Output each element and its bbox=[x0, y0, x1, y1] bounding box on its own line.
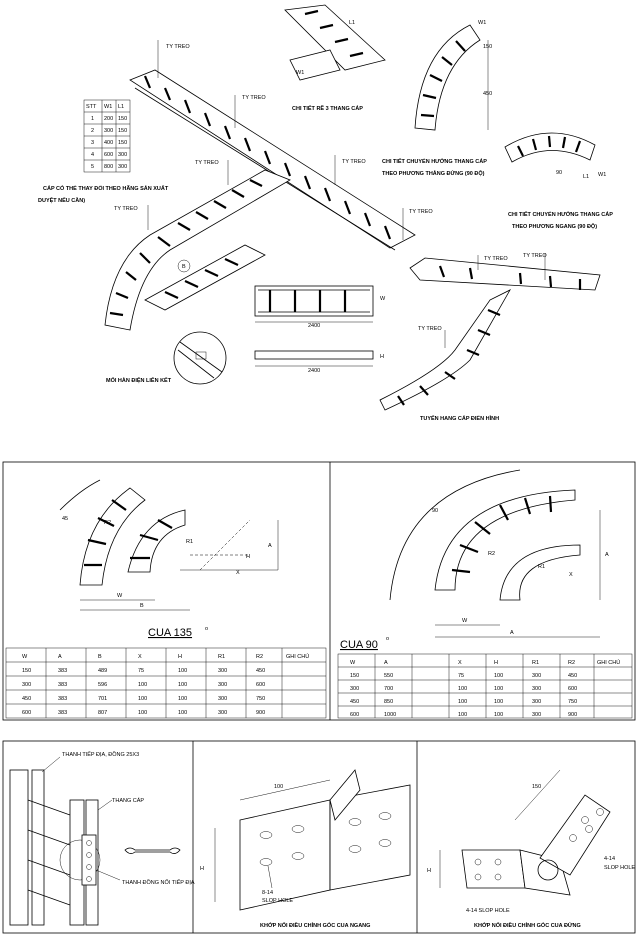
earthing-detail bbox=[10, 751, 195, 925]
cua90-r1-c6: 600 bbox=[568, 686, 578, 692]
straight-section bbox=[255, 286, 386, 329]
cua90-angle: 90 bbox=[432, 508, 439, 514]
slot-hole-right-b: SLOP HOLE bbox=[604, 865, 636, 871]
cua90-head-7: GHI CHÚ bbox=[597, 660, 621, 666]
stt-r0-c1: 200 bbox=[104, 116, 114, 122]
dim-l1-h: L1 bbox=[583, 174, 590, 180]
cua90-a: A bbox=[510, 630, 514, 636]
horizontal-bend-detail bbox=[505, 133, 606, 180]
dim-150: 150 bbox=[483, 44, 493, 50]
stt-r1-c0: 2 bbox=[91, 128, 95, 134]
hanger-label-3: TY TREO bbox=[195, 160, 219, 166]
cua90-table bbox=[338, 654, 632, 718]
cua135-head-7: GHI CHÚ bbox=[286, 654, 310, 660]
cua135-r3-c4: 100 bbox=[178, 710, 188, 716]
hanger-label-2: TY TREO bbox=[242, 95, 266, 101]
cua90-r1-c1: 700 bbox=[384, 686, 394, 692]
cua135-head-1: A bbox=[58, 654, 62, 660]
cua90-r2: R2 bbox=[488, 551, 496, 557]
cable-ladder-label: THANG CÁP bbox=[112, 798, 145, 804]
cua135-title-mark: o bbox=[205, 626, 209, 632]
cua135-x: X bbox=[236, 570, 240, 576]
cua135-r2-c2: 701 bbox=[98, 696, 108, 702]
stt-r3-c2: 300 bbox=[118, 152, 128, 158]
cua135-head-3: X bbox=[138, 654, 142, 660]
tee-detail-title: CHI TIẾT RẼ 3 THANG CÁP bbox=[292, 106, 363, 112]
cua90-r1-c4: 100 bbox=[494, 686, 504, 692]
vertical-bend-sub: THEO PHƯƠNG THẲNG ĐỨNG (90 ĐỘ) bbox=[382, 171, 485, 177]
stt-r1-c1: 300 bbox=[104, 128, 114, 134]
cua90-r0-c5: 300 bbox=[532, 673, 542, 679]
cua135-drawing bbox=[60, 480, 278, 610]
cua135-r0-c4: 100 bbox=[178, 668, 188, 674]
cua135-cells bbox=[22, 653, 309, 716]
cua90-x: X bbox=[569, 572, 573, 578]
cua135-angle: 45 bbox=[62, 516, 69, 522]
cua135-r1-c2: 596 bbox=[98, 682, 108, 688]
joint-150-dim: 150 bbox=[532, 784, 542, 790]
hanger-label-4: TY TREO bbox=[342, 159, 366, 165]
horizontal-bend-sub: THEO PHƯƠNG NGANG (90 ĐỘ) bbox=[512, 224, 598, 230]
stt-r2-c2: 150 bbox=[118, 140, 128, 146]
dim-w1-v: W1 bbox=[478, 20, 487, 26]
hanger-label-6: TY TREO bbox=[409, 209, 433, 215]
cua135-title: CUA 135 bbox=[148, 627, 193, 639]
note-line-2: DUYỆT NẾU CẦN) bbox=[38, 198, 86, 204]
stt-r3-c0: 4 bbox=[91, 152, 95, 158]
cua90-r3-c0: 600 bbox=[350, 712, 360, 718]
cua90-w: W bbox=[462, 618, 468, 624]
cua90-head-1: A bbox=[384, 660, 388, 666]
cua90-title-mark: o bbox=[386, 636, 390, 642]
cua135-r2-c0: 450 bbox=[22, 696, 32, 702]
cua135-r2-c3: 100 bbox=[138, 696, 148, 702]
cua90-title: CUA 90 bbox=[340, 639, 378, 651]
cua90-head-4: H bbox=[494, 660, 498, 666]
dim-w-a: W bbox=[380, 296, 386, 302]
cua90-head-0: W bbox=[350, 660, 356, 666]
cua135-head-4: H bbox=[178, 654, 182, 660]
vertical-joint bbox=[427, 770, 635, 929]
cua135-r2-c1: 383 bbox=[58, 696, 68, 702]
cua90-r1: R1 bbox=[538, 564, 546, 570]
cua135-r3-c1: 383 bbox=[58, 710, 68, 716]
cua90-r2-c1: 850 bbox=[384, 699, 394, 705]
stt-r4-c1: 800 bbox=[104, 164, 114, 170]
cua90-r1-c5: 300 bbox=[532, 686, 542, 692]
cua135-h: H bbox=[246, 554, 250, 560]
slot-hole-count: 8-14 bbox=[262, 890, 274, 896]
cua135-r3-c0: 600 bbox=[22, 710, 32, 716]
vertical-bend-title: CHI TIẾT CHUYỂN HƯỚNG THANG CÁP bbox=[382, 159, 487, 165]
slot-hole-right-a: 4-14 bbox=[604, 856, 616, 862]
earth-link-label: THANH ĐỒNG NỐI TIẾP ĐỊA bbox=[122, 880, 195, 886]
cua90-r3-c6: 900 bbox=[568, 712, 578, 718]
cua135-r2: R2 bbox=[104, 520, 112, 526]
typical-route-label: TUYẾN HANG CÁP ĐIỂN HÌNH bbox=[420, 416, 500, 422]
cua90-r3-c4: 100 bbox=[494, 712, 504, 718]
cua135-r0-c2: 489 bbox=[98, 668, 108, 674]
side-rail-section bbox=[255, 351, 384, 374]
cua135-w: W bbox=[117, 593, 123, 599]
cua135-r0-c3: 75 bbox=[138, 668, 145, 674]
cua135-r3-c6: 900 bbox=[256, 710, 266, 716]
horizontal-bend-title: CHI TIẾT CHUYỂN HƯỚNG THANG CÁP bbox=[508, 212, 613, 218]
cua135-r2-c4: 100 bbox=[178, 696, 188, 702]
dim-2400-b: 2400 bbox=[308, 368, 321, 374]
cua135-r1-c4: 100 bbox=[178, 682, 188, 688]
cua135-r1-c1: 383 bbox=[58, 682, 68, 688]
joint-100-dim: 100 bbox=[274, 784, 284, 790]
cua90-r2-c5: 300 bbox=[532, 699, 542, 705]
stt-head-0: STT bbox=[86, 104, 97, 110]
cua90-r0-c3: 75 bbox=[458, 673, 465, 679]
dim-w1-h: W1 bbox=[598, 172, 607, 178]
cua90-r1-c0: 300 bbox=[350, 686, 360, 692]
cua135-r3-c2: 807 bbox=[98, 710, 108, 716]
stt-head-2: L1 bbox=[118, 104, 125, 110]
dim-l1: L1 bbox=[349, 20, 356, 26]
cua90-head-3: X bbox=[458, 660, 462, 666]
dim-2400-a: 2400 bbox=[308, 323, 321, 329]
cua135-r3-c5: 300 bbox=[218, 710, 228, 716]
cua90-r0-c6: 450 bbox=[568, 673, 578, 679]
cua90-r1-c3: 100 bbox=[458, 686, 468, 692]
horizontal-joint-title: KHỚP NỐI ĐIỀU CHỈNH GÓC CUA NGANG bbox=[260, 923, 371, 929]
stt-r4-c0: 5 bbox=[91, 164, 95, 170]
dim-h-a: H bbox=[380, 354, 384, 360]
cua135-head-5: R1 bbox=[218, 654, 226, 660]
vertical-joint-title: KHỚP NỐI ĐIỀU CHỈNH GÓC CUA ĐỨNG bbox=[474, 923, 581, 929]
vertical-bend-detail bbox=[415, 20, 492, 130]
hanger-label-8: TY TREO bbox=[523, 253, 547, 259]
hanger-label-5: TY TREO bbox=[114, 206, 138, 212]
middle-panel bbox=[3, 462, 635, 720]
cua90-head-6: R2 bbox=[568, 660, 576, 666]
cua90-r3-c3: 100 bbox=[458, 712, 468, 718]
stt-r2-c0: 3 bbox=[91, 140, 95, 146]
cua135-r3-c3: 100 bbox=[138, 710, 148, 716]
stt-r4-c2: 300 bbox=[118, 164, 128, 170]
cua135-r1-c0: 300 bbox=[22, 682, 32, 688]
callout-b-label: B bbox=[182, 264, 186, 270]
cua90-r3-c1: 1000 bbox=[384, 712, 397, 718]
cua90-r0-c0: 150 bbox=[350, 673, 360, 679]
cua90-r2-c3: 100 bbox=[458, 699, 468, 705]
cua90-r0-c1: 550 bbox=[384, 673, 394, 679]
cua135-r0-c0: 150 bbox=[22, 668, 32, 674]
hanger-label-9: TY TREO bbox=[418, 326, 442, 332]
cua135-r2-c6: 750 bbox=[256, 696, 266, 702]
bottom-panel bbox=[3, 741, 635, 933]
hanger-label-1: TY TREO bbox=[166, 44, 190, 50]
dim-90: 90 bbox=[556, 170, 563, 176]
earth-bar-label: THANH TIẾP ĐỊA, ĐỒNG 25X3 bbox=[62, 752, 140, 758]
slop-hole-label: SLOP HOLE bbox=[262, 898, 294, 904]
cua135-b: B bbox=[140, 603, 144, 609]
stt-r0-c0: 1 bbox=[91, 116, 95, 122]
cua135-head-0: W bbox=[22, 654, 28, 660]
stt-head-1: W1 bbox=[104, 104, 113, 110]
cua90-cells bbox=[350, 659, 620, 718]
note-line-1: CÁP CÓ THỂ THAY ĐỔI THEO HÃNG SẢN XUẤT bbox=[43, 186, 169, 192]
weld-detail bbox=[106, 332, 226, 384]
cua135-r1-c5: 300 bbox=[218, 682, 228, 688]
cua135-r0-c1: 383 bbox=[58, 668, 68, 674]
cua135-r0-c6: 450 bbox=[256, 668, 266, 674]
cua135-head-2: B bbox=[98, 654, 102, 660]
stt-r1-c2: 150 bbox=[118, 128, 128, 134]
dim-w1: W1 bbox=[296, 70, 305, 76]
cua135-r0-c5: 300 bbox=[218, 668, 228, 674]
cua90-a-v: A bbox=[605, 552, 609, 558]
cua135-table bbox=[6, 648, 326, 718]
cua90-head-5: R1 bbox=[532, 660, 540, 666]
cua90-r3-c5: 300 bbox=[532, 712, 542, 718]
stt-r3-c1: 600 bbox=[104, 152, 114, 158]
cua135-r1-c3: 100 bbox=[138, 682, 148, 688]
joint-v-h-dim: H bbox=[427, 868, 431, 874]
stt-table bbox=[84, 100, 130, 172]
horizontal-joint bbox=[200, 770, 410, 929]
cua135-head-6: R2 bbox=[256, 654, 264, 660]
cua90-r2-c0: 450 bbox=[350, 699, 360, 705]
weld-note: MỐI HÀN ĐIỆN LIÊN KẾT bbox=[106, 378, 172, 384]
stt-r2-c1: 400 bbox=[104, 140, 114, 146]
cua135-a: A bbox=[268, 543, 272, 549]
cua90-r2-c4: 100 bbox=[494, 699, 504, 705]
joint-h-dim: H bbox=[200, 866, 204, 872]
cua90-r0-c4: 100 bbox=[494, 673, 504, 679]
cua135-r1-c6: 600 bbox=[256, 682, 266, 688]
tee-detail bbox=[285, 5, 385, 112]
cua90-drawing bbox=[390, 470, 609, 637]
cua90-r2-c6: 750 bbox=[568, 699, 578, 705]
cua135-r1: R1 bbox=[186, 539, 194, 545]
dim-450: 450 bbox=[483, 91, 493, 97]
slot-hole-right: 4-14 SLOP HOLE bbox=[466, 908, 510, 914]
typical-route bbox=[380, 258, 600, 422]
stt-r0-c2: 150 bbox=[118, 116, 128, 122]
hanger-label-7: TY TREO bbox=[484, 256, 508, 262]
top-panel bbox=[38, 5, 613, 422]
cua135-r2-c5: 300 bbox=[218, 696, 228, 702]
